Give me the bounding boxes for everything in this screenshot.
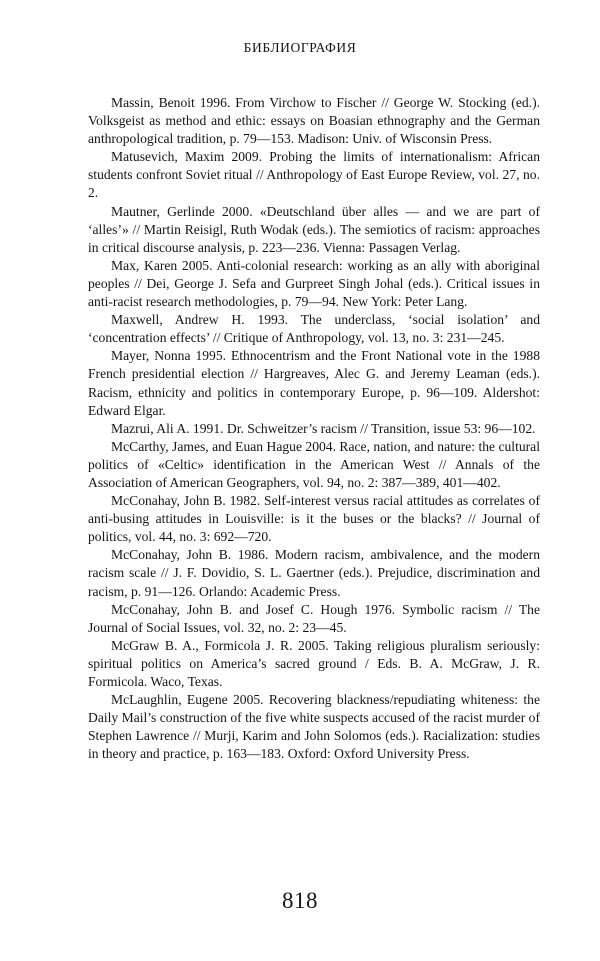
page-number: 818 — [282, 888, 318, 913]
bibliography-entry: Mautner, Gerlinde 2000. «Deutschland über alles — and we are part of ‘alles’» // Martin Reisigl, Ruth Wodak (eds.). The semiotics of racism: approaches in critical discourse analysis, p. 223—236. Vienna: Passagen Verlag. — [88, 203, 540, 255]
bibliography-entry: Mayer, Nonna 1995. Ethnocentrism and the Front National vote in the 1988 French presidential election // Hargreaves, Alec G. and Jeremy Leaman (eds.). Racism, ethnicity and politics in contemporary Europe, p. 96—109. Aldershot: Edward Elgar. — [88, 348, 540, 418]
bibliography-entry: McGraw B. A., Formicola J. R. 2005. Taking religious pluralism seriously: spiritual politics on America’s sacred ground / Eds. B. A. McGraw, J. R. Formicola. Waco, Texas. — [88, 637, 540, 689]
page-header: БИБЛИОГРАФИЯ — [243, 40, 357, 55]
bibliography-entry: Massin, Benoit 1996. From Virchow to Fischer // George W. Stocking (ed.). Volksgeist as method and ethic: essays on Boasian ethnography and the German anthropological tradition, p. 79—153. Madison: Univ. of Wisconsin Press. — [88, 95, 540, 147]
bibliography-list — [88, 94, 540, 763]
bibliography-entry: McLaughlin, Eugene 2005. Recovering blackness/repudiating whiteness: the Daily Mail’s construction of the five white suspects accused of the racist murder of Stephen Lawrence // Murji, Karim and John Solomos (eds.). Racialization: studies in theory and practice, p. 163—183. Oxford: Oxford University Press. — [88, 692, 540, 762]
bibliography-entry: McConahay, John B. and Josef C. Hough 1976. Symbolic racism // The Journal of Social Issues, vol. 32, no. 2: 23—45. — [88, 601, 540, 635]
bibliography-entry: Mazrui, Ali A. 1991. Dr. Schweitzer’s racism // Transition, issue 53: 96—102. — [111, 420, 536, 436]
bibliography-entry: Max, Karen 2005. Anti-colonial research: working as an ally with aboriginal peoples // Dei, George J. Sefa and Gurpreet Singh Johal (eds.). Critical issues in anti-racist research methodologies, p. 79—94. New York: Peter Lang. — [88, 257, 540, 310]
bibliography-entry: Maxwell, Andrew H. 1993. The underclass, ‘social isolation’ and ‘concentration effects’ // Critique of Anthropology, vol. 13, no. 3: 231—245. — [88, 312, 540, 346]
bibliography-entry: McConahay, John B. 1982. Self-interest versus racial attitudes as correlates of anti-busing attitudes in Louisville: is it the buses or the blacks? // Journal of politics, vol. 44, no. 3: 692—720. — [88, 493, 540, 545]
bibliography-entry: McCarthy, James, and Euan Hague 2004. Race, nation, and nature: the cultural politics of «Celtic» identification in the American West // Annals of the Association of American Geographers, vol. 94, no. 2: 387—389, 401—402. — [88, 438, 540, 490]
bibliography-entry: Matusevich, Maxim 2009. Probing the limits of internationalism: African students confront Soviet ritual // Anthropology of East Europe Review, vol. 27, no. 2. — [88, 149, 540, 201]
bibliography-entry: McConahay, John B. 1986. Modern racism, ambivalence, and the modern racism scale // J. F. Dovidio, S. L. Gaertner (eds.). Prejudice, discrimination and racism, p. 91—126. Orlando: Academic Press. — [88, 547, 540, 599]
